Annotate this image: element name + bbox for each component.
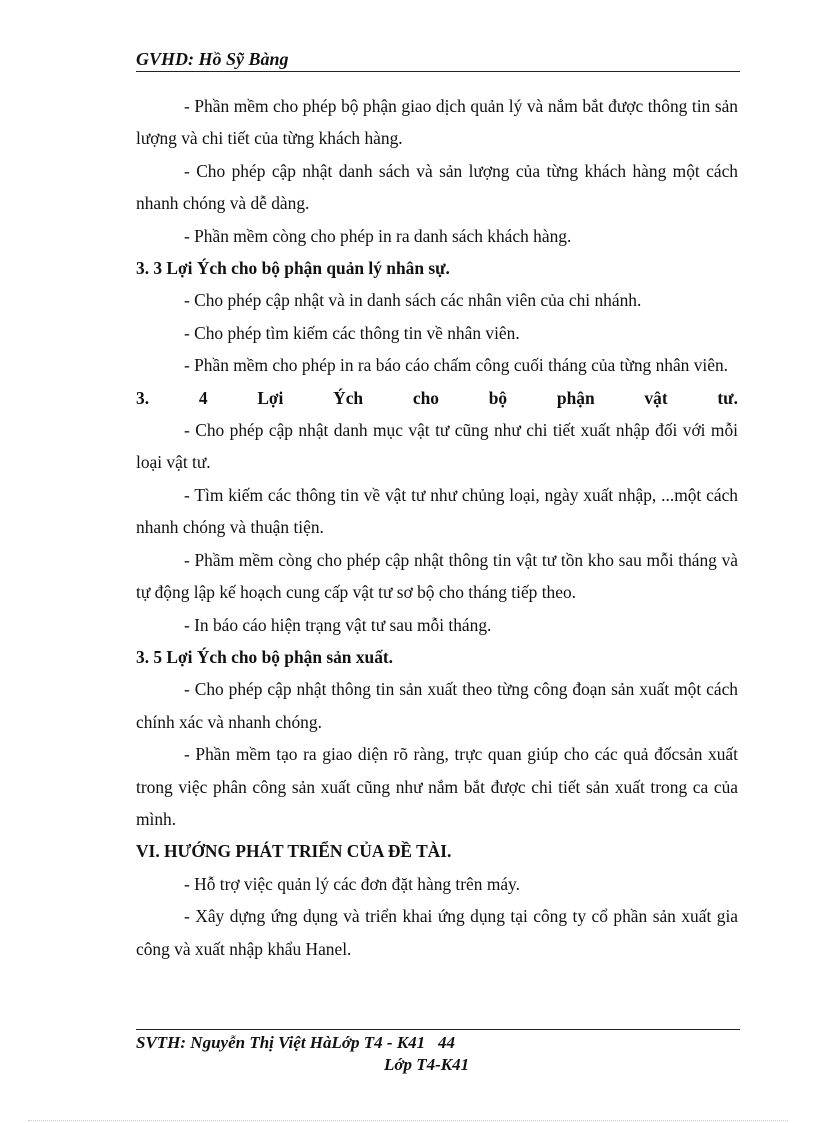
section-heading-3-5: 3. 5 Lợi Ých cho bộ phận sản xuất. [136,646,394,667]
paragraph: - Hỗ trợ việc quản lý các đơn đặt hàng trên máy. [184,873,520,894]
header-advisor: GVHD: Hồ Sỹ Bàng [136,49,289,69]
paragraph: - In báo cáo hiện trạng vật tư sau mỗi tháng. [184,614,492,635]
paragraph: - Xây dựng ứng dụng và triển khai ứng dụng tại công ty cổ phần sản xuất gia công và xuất nhập khẩu Hanel. [136,906,738,959]
paragraph: - Cho phép cập nhật danh sách và sản lượng của từng khách hàng một cách nhanh chóng và dễ dàng. [136,160,738,214]
footer-class: Lớp T4-K41 [384,1055,470,1074]
paragraph: - Cho phép cập nhật và in danh sách các nhân viên của chi nhánh. [184,290,642,311]
paragraph: - Cho phép tìm kiếm các thông tin về nhân viên. [184,322,520,343]
paragraph: - Cho phép cập nhật thông tin sản xuất theo từng công đoạn sản xuất một cách chính xác và nhanh chóng. [136,679,738,732]
heading-word: 4 [198,387,208,408]
paragraph: - Phần mềm còng cho phép in ra danh sách khách hàng. [184,225,572,246]
footer-student: SVTH: Nguyễn Thị Việt HàLớp T4 - K41 [136,1033,426,1052]
paragraph: - Phần mềm cho phép in ra báo cáo chấm công cuối tháng của từng nhân viên. [184,355,729,376]
page-number: 44 [438,1033,455,1052]
heading-word: tư. [717,387,738,408]
heading-word: bộ [488,387,508,408]
paragraph: - Cho phép cập nhật danh mục vật tư cũng như chi tiết xuất nhập đối với mỗi loại vật tư. [136,420,738,473]
paragraph: - Phần mềm tạo ra giao diện rõ ràng, trực quan giúp cho các quả đốcsản xuất trong việc phân công sản xuất cũng như nắm bắt được chi tiết sản xuất trong ca của mình. [136,744,738,829]
page-edge-divider [28,1120,788,1121]
footer-divider [136,1029,740,1030]
paragraph: - Phầm mềm còng cho phép cập nhật thông tin vật tư tồn kho sau mỗi tháng và tự động lập kế hoạch cung cấp vật tư sơ bộ cho tháng tiếp theo. [136,549,738,603]
page-body [136,90,738,965]
paragraph: - Phần mềm cho phép bộ phận giao dịch quản lý và nắm bắt được thông tin sản lượng và chi tiết của từng khách hàng. [136,96,738,149]
heading-word: vật [644,387,668,408]
page-footer [136,1033,740,1074]
section-heading-3-3: 3. 3 Lợi Ých cho bộ phận quản lý nhân sự. [136,258,450,279]
heading-word: Lợi [257,387,284,408]
heading-word: Ých [333,387,364,408]
heading-word: 3. [136,387,150,408]
paragraph: - Tìm kiếm các thông tin về vật tư như chủng loại, ngày xuất nhập, ...một cách nhanh chóng và thuận tiện. [136,484,738,538]
heading-word: phận [556,387,595,408]
section-heading-vi: VI. HƯỚNG PHÁT TRIỂN CỦA ĐỀ TÀI. [136,841,452,862]
page-header [136,48,740,72]
heading-word: cho [412,387,439,408]
section-heading-3-4 [136,382,738,414]
